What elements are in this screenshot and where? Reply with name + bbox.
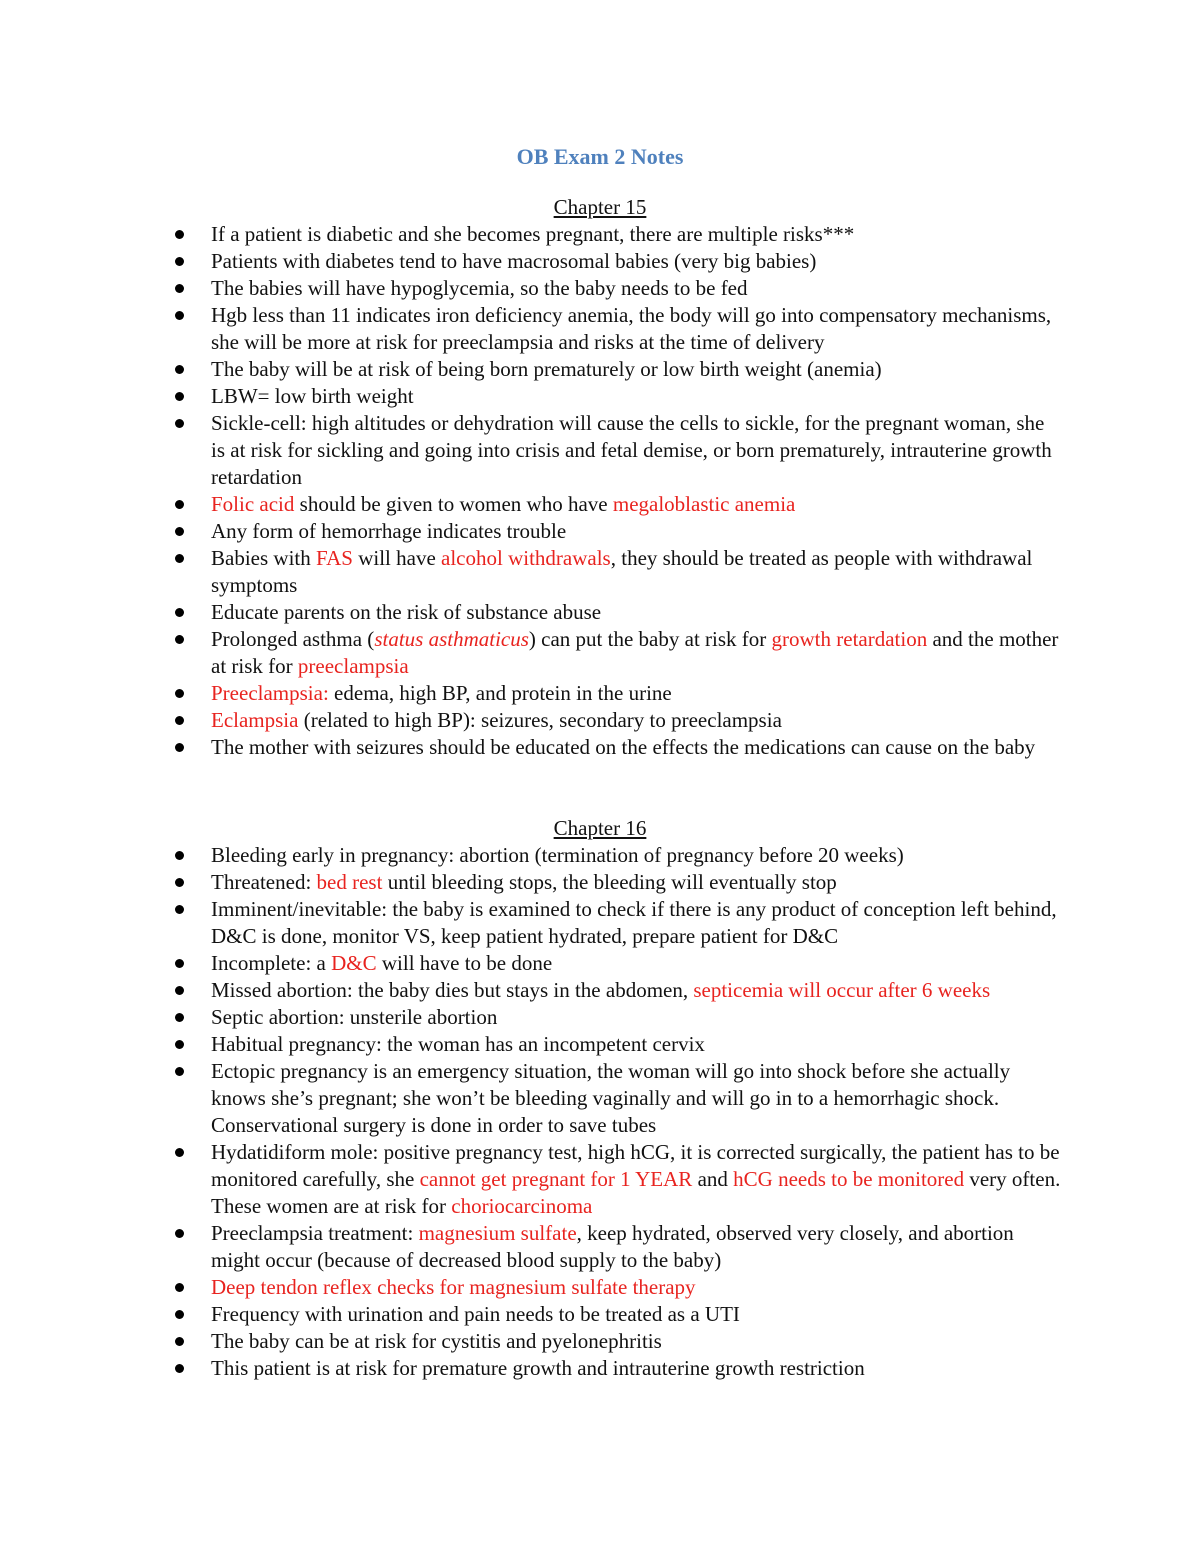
highlighted-text: megaloblastic anemia bbox=[612, 492, 796, 516]
bullet-item bbox=[0, 248, 1061, 275]
bullet-item bbox=[0, 896, 1061, 950]
bullet-text: Imminent/inevitable: the baby is examined to check if there is any product of conception left behind, D&C is done, monitor VS, keep patient hydrated, prepare patient for D&C bbox=[211, 897, 1057, 948]
bullet-text: and the mother at risk for bbox=[211, 627, 1059, 678]
bullet-item bbox=[0, 599, 1061, 626]
bullet-text: should be given to women who have bbox=[294, 492, 613, 516]
chapter-heading: Chapter 16 bbox=[553, 816, 647, 840]
bullet-text: Ectopic pregnancy is an emergency situation, the woman will go into shock before she actually knows she’s pregnant; she won’t be bleeding vaginally and will go in to a hemorrhagic shock. Conservational surgery is done in order to save tubes bbox=[211, 1059, 1011, 1137]
bullet-text: Missed abortion: the baby dies but stays in the abdomen, bbox=[211, 978, 694, 1002]
bullet-text: This patient is at risk for premature growth and intrauterine growth restriction bbox=[211, 1356, 865, 1380]
bullet-item bbox=[0, 977, 1061, 1004]
document-title: OB Exam 2 Notes bbox=[516, 144, 684, 169]
bullet-text: and bbox=[692, 1167, 734, 1191]
highlighted-text: hCG needs to be monitored bbox=[733, 1167, 965, 1191]
bullet-item bbox=[0, 950, 1061, 977]
bullet-item bbox=[0, 275, 1061, 302]
bullet-list bbox=[0, 842, 1200, 1382]
bullet-item bbox=[0, 707, 1061, 734]
chapter-15-section bbox=[0, 194, 1200, 761]
highlighted-text: Deep tendon reflex checks for magnesium sulfate therapy bbox=[211, 1275, 696, 1299]
bullet-text: The mother with seizures should be educated on the effects the medications can cause on the baby bbox=[211, 735, 1036, 759]
bullet-item bbox=[0, 1220, 1061, 1274]
bullet-item bbox=[0, 1031, 1061, 1058]
bullet-text: Threatened: bbox=[211, 870, 317, 894]
bullet-item bbox=[0, 410, 1061, 491]
bullet-text: Babies with bbox=[211, 546, 316, 570]
bullet-text: ) can put the baby at risk for bbox=[528, 627, 772, 651]
highlighted-text: growth retardation bbox=[771, 627, 928, 651]
bullet-text: Bleeding early in pregnancy: abortion (termination of pregnancy before 20 weeks) bbox=[211, 843, 904, 867]
bullet-text: , they should be treated as people with withdrawal symptoms bbox=[211, 546, 1033, 597]
bullet-text: Any form of hemorrhage indicates trouble bbox=[211, 519, 567, 543]
bullet-item bbox=[0, 1274, 1061, 1301]
highlighted-text: Folic acid bbox=[211, 492, 295, 516]
bullet-text: Septic abortion: unsterile abortion bbox=[211, 1005, 498, 1029]
bullet-item bbox=[0, 518, 1061, 545]
bullet-item bbox=[0, 1058, 1061, 1139]
highlighted-text: status asthmaticus bbox=[374, 627, 529, 651]
bullet-item bbox=[0, 545, 1061, 599]
bullet-text: will have to be done bbox=[376, 951, 553, 975]
bullet-text: edema, high BP, and protein in the urine bbox=[328, 681, 672, 705]
bullet-item bbox=[0, 491, 1061, 518]
chapter-heading: Chapter 15 bbox=[553, 195, 647, 219]
bullet-item bbox=[0, 221, 1061, 248]
bullet-list bbox=[0, 221, 1200, 761]
bullet-item bbox=[0, 356, 1061, 383]
bullet-item bbox=[0, 1355, 1061, 1382]
bullet-text: Sickle-cell: high altitudes or dehydration will cause the cells to sickle, for the pregnant woman, she is at risk for sickling and going into crisis and fetal demise, or born prematurely, intrauterine growth retardation bbox=[211, 411, 1052, 489]
highlighted-text: FAS bbox=[316, 546, 353, 570]
highlighted-text: D&C bbox=[331, 951, 377, 975]
bullet-text: Frequency with urination and pain needs to be treated as a UTI bbox=[211, 1302, 740, 1326]
highlighted-text: preeclampsia bbox=[297, 654, 409, 678]
bullet-item bbox=[0, 680, 1061, 707]
bullet-item bbox=[0, 1301, 1061, 1328]
highlighted-text: Preeclampsia: bbox=[211, 681, 329, 705]
highlighted-text: choriocarcinoma bbox=[451, 1194, 593, 1218]
bullet-text: If a patient is diabetic and she becomes pregnant, there are multiple risks*** bbox=[211, 222, 855, 246]
chapter-16-section bbox=[0, 815, 1200, 1382]
bullet-text: The babies will have hypoglycemia, so the baby needs to be fed bbox=[211, 276, 748, 300]
bullet-text: The baby will be at risk of being born prematurely or low birth weight (anemia) bbox=[211, 357, 882, 381]
bullet-item bbox=[0, 842, 1061, 869]
bullet-item bbox=[0, 869, 1061, 896]
bullet-item bbox=[0, 302, 1061, 356]
bullet-text: Habitual pregnancy: the woman has an incompetent cervix bbox=[211, 1032, 705, 1056]
bullet-text: LBW= low birth weight bbox=[211, 384, 414, 408]
highlighted-text: bed rest bbox=[316, 870, 383, 894]
bullet-item bbox=[0, 1004, 1061, 1031]
bullet-text: Prolonged asthma ( bbox=[211, 627, 375, 651]
highlighted-text: cannot get pregnant for 1 YEAR bbox=[419, 1167, 693, 1191]
highlighted-text: alcohol withdrawals bbox=[441, 546, 611, 570]
bullet-text: will have bbox=[352, 546, 442, 570]
highlighted-text: magnesium sulfate bbox=[418, 1221, 577, 1245]
highlighted-text: septicemia will occur after 6 weeks bbox=[693, 978, 991, 1002]
bullet-text: Hydatidiform mole: positive pregnancy test, high hCG, it is corrected surgically, the patient has to be monitored carefully, she bbox=[211, 1140, 1060, 1191]
bullet-text: Preeclampsia treatment: bbox=[211, 1221, 419, 1245]
bullet-item bbox=[0, 1139, 1061, 1220]
bullet-item bbox=[0, 734, 1061, 761]
bullet-text: Hgb less than 11 indicates iron deficiency anemia, the body will go into compensatory mechanisms, she will be more at risk for preeclampsia and risks at the time of delivery bbox=[211, 303, 1052, 354]
bullet-item bbox=[0, 626, 1061, 680]
bullet-text: , keep hydrated, observed very closely, and abortion might occur (because of decreased blood supply to the baby) bbox=[211, 1221, 1014, 1272]
bullet-text: The baby can be at risk for cystitis and pyelonephritis bbox=[211, 1329, 662, 1353]
bullet-item bbox=[0, 383, 1061, 410]
highlighted-text: Eclampsia bbox=[211, 708, 299, 732]
bullet-text: Incomplete: a bbox=[211, 951, 332, 975]
bullet-text: Patients with diabetes tend to have macrosomal babies (very big babies) bbox=[211, 249, 817, 273]
bullet-text: (related to high BP): seizures, secondary to preeclampsia bbox=[298, 708, 782, 732]
bullet-text: until bleeding stops, the bleeding will eventually stop bbox=[382, 870, 837, 894]
bullet-item bbox=[0, 1328, 1061, 1355]
bullet-text: Educate parents on the risk of substance abuse bbox=[211, 600, 602, 624]
bullet-text: very often. These women are at risk for bbox=[211, 1167, 1061, 1218]
